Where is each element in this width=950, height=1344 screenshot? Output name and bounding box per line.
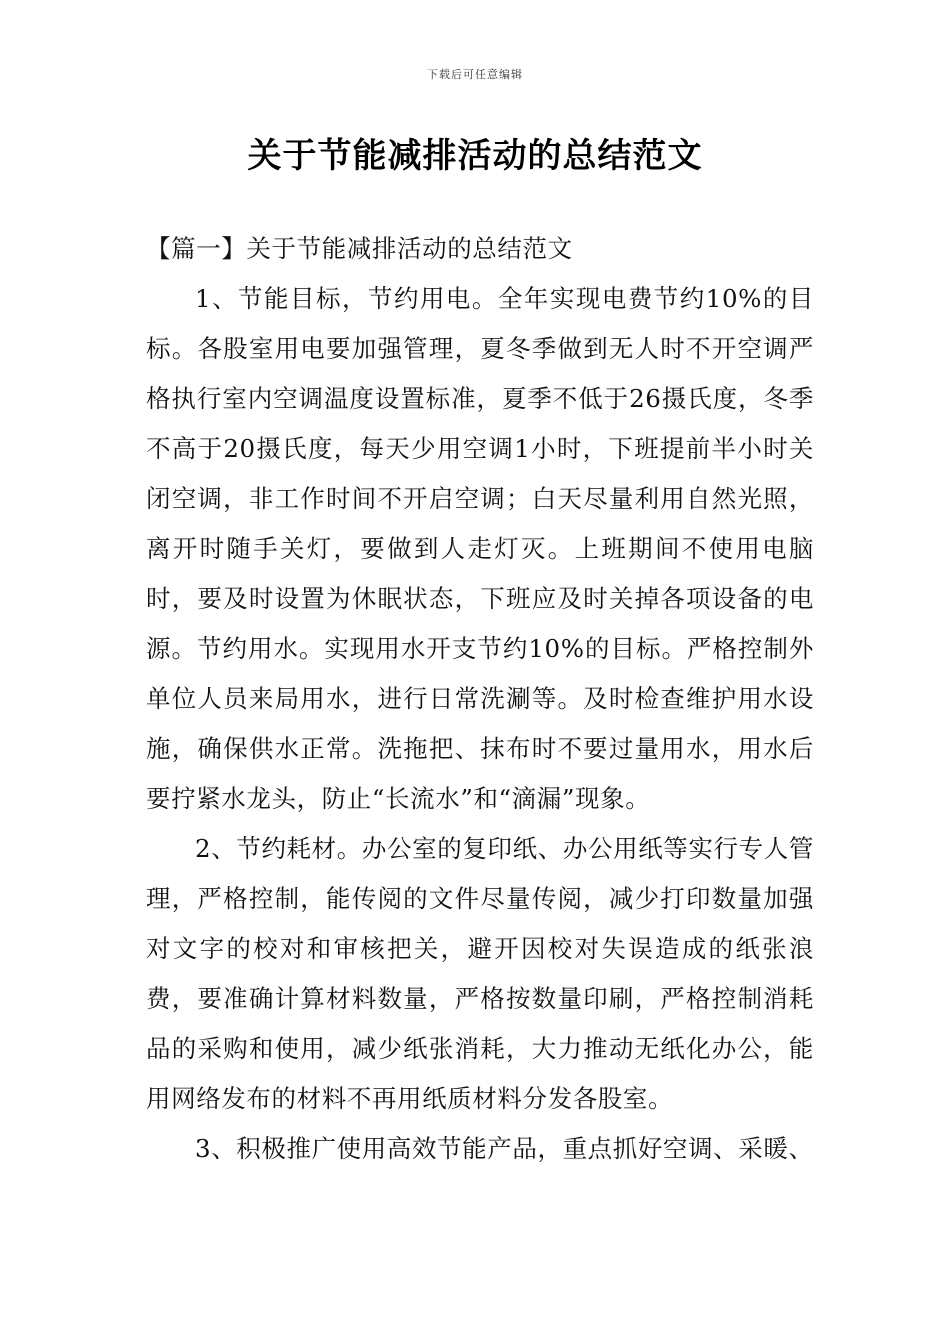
download-note: 下载后可任意编辑 — [427, 68, 523, 81]
paragraph-promote-products: 3、积极推广使用高效节能产品，重点抓好空调、采暖、 — [195, 1134, 814, 1163]
paragraph-energy-goals: 1、节能目标，节约用电。全年实现电费节约10%的目标。各股室用电要加强管理，夏冬季做到无人时不开空调严格执行室内空调温度设置标准，夏季不低于26摄氏度，冬季不高于20摄氏度，每天少用空调1小时，下班提前半小时关闭空调，非工作时间不开启空调；白天尽量利用自然光照，离开时随手关灯，要做到人走灯灭。上班期间不使用电脑时，要及时设置为休眠状态，下班应及时关掉各项设备的电源。节约用水。实现用水开支节约10%的目标。严格控制外单位人员来局用水，进行日常洗涮等。及时检查维护用水设施，确保供水正常。洗拖把、抹布时不要过量用水，用水后要拧紧水龙头，防止“长流水”和“滴漏”现象。 — [146, 284, 814, 813]
paragraph-save-supplies: 2、节约耗材。办公室的复印纸、办公用纸等实行专人管理，严格控制，能传阅的文件尽量传阅，减少打印数量加强对文字的校对和审核把关，避开因校对失误造成的纸张浪费，要准确计算材料数量，严格按数量印刷，严格控制消耗品的采购和使用，减少纸张消耗，大力推动无纸化办公，能用网络发布的材料不再用纸质材料分发各股室。 — [146, 834, 814, 1113]
document-title: 关于节能减排活动的总结范文 — [247, 136, 703, 176]
section-heading: 【篇一】关于节能减排活动的总结范文 — [146, 234, 573, 263]
document-body — [146, 224, 814, 1174]
